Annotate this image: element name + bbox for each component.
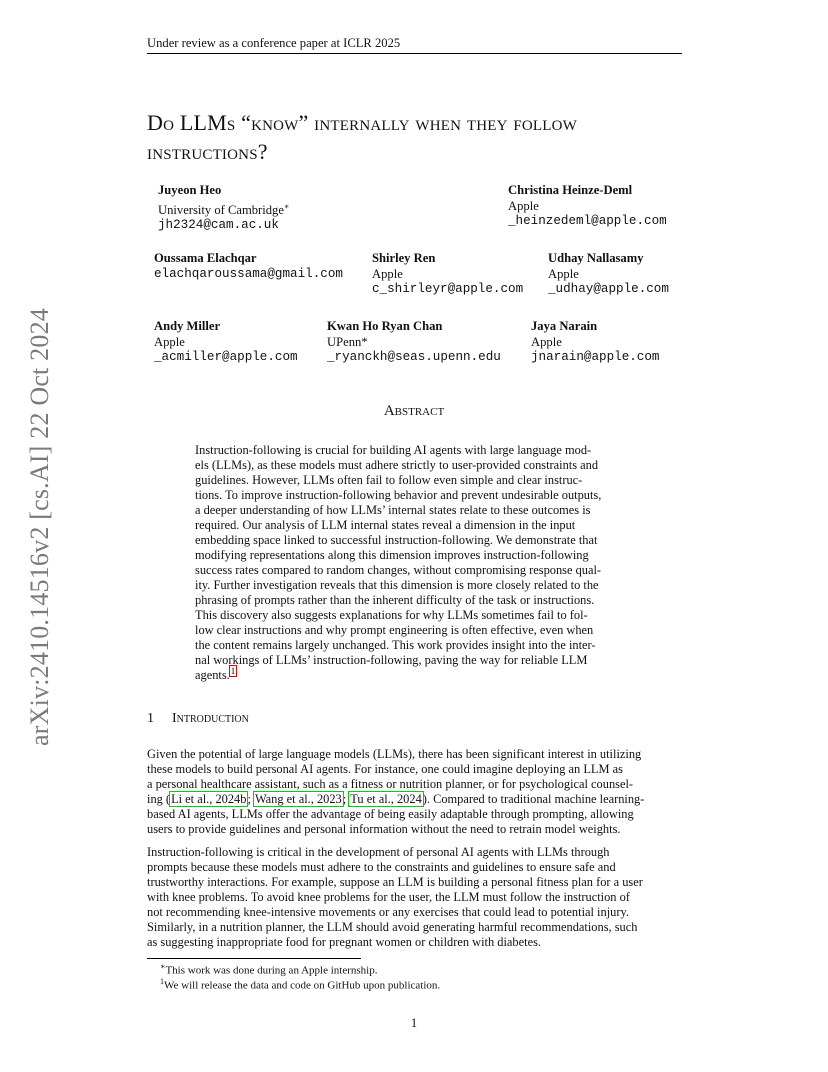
abstract-line: embedding space linked to successful instruction-following. We demonstrate that [195,533,598,547]
abstract-line: phrasing of prompts rather than the inherent difficulty of the task or instructions. [195,593,595,607]
author-block [372,251,523,298]
section-title: Introduction [172,711,249,726]
header-rule [147,53,682,54]
author-email[interactable]: c_shirleyr@apple.com [372,282,524,296]
abstract-line: els (LLMs), as these models must adhere strictly to user-provided constraints and [195,458,599,472]
abstract-line: a deeper understanding of how LLMs’ internal states relate to these outcomes is [195,503,591,517]
author-affiliation: Apple [154,334,185,349]
abstract-line: low clear instructions and why prompt engineering is often effective, even when [195,623,594,637]
author-affiliation: Apple [508,198,539,213]
author-name: Shirley Ren [372,251,436,265]
author-email[interactable]: elachqaroussama@gmail.com [154,266,343,281]
author-name: Juyeon Heo [158,183,222,197]
author-affiliation: Apple [548,266,579,281]
abstract-line: required. Our analysis of LLM internal states reveal a dimension in the input [195,518,576,532]
title-line-1: Do LLMs “know” internally when they follow [147,110,578,135]
abstract-line: success rates compared to random changes, without compromising response qual- [195,563,602,577]
abstract-line: modifying representations along this dimension improves instruction-following [195,548,589,562]
section-heading [147,711,249,727]
abstract-line: ity. Further investigation reveals that this dimension is more closely related to the [195,578,599,592]
abstract-body [195,443,633,683]
intro-paragraph-1 [147,747,682,837]
author-email[interactable]: _acmiller@apple.com [154,350,298,364]
text-line: Given the potential of large language models (LLMs), there has been significant interest in utilizing [147,747,642,761]
author-name: Christina Heinze-Deml [508,183,633,197]
author-email[interactable]: jh2324@cam.ac.uk [158,218,279,233]
author-email[interactable]: _udhay@apple.com [548,282,669,296]
footnote: $^1$We will release the data and code on GitHub upon publication. [160,977,441,992]
page-number: 1 [410,1016,418,1030]
author-affiliation: University of Cambridge∗ [158,201,290,217]
author-affiliation: Apple [531,334,562,349]
abstract-line: nal workings of LLMs’ instruction-following, paving the way for reliable LLM [195,653,588,667]
author-name: Udhay Nallasamy [548,251,644,265]
author-name: Andy Miller [154,319,221,333]
text-line: Similarly, in a nutrition planner, the LLM should avoid generating harmful recommendations, such [147,920,638,934]
author-block [531,319,659,366]
text-line: trustworthy interactions. For example, suppose an LLM is building a personal fitness plan for a user [147,875,643,889]
author-block [154,319,298,366]
citation-link[interactable]: Tu et al., 2024 [350,792,422,806]
intro-paragraph-2 [147,845,682,950]
text-line: with knee problems. To avoid knee problems for the user, the LLM must follow the instruction of [147,890,630,904]
text-line: prompts because these models must adhere to the constraints and guidelines to ensure safe and [147,860,616,874]
author-block [508,183,667,230]
abstract-line: the content remains largely unchanged. This work provides insight into the inter- [195,638,596,652]
author-affiliation: Apple [372,266,403,281]
text-line: a personal healthcare assistant, such as a fitness or nutrition planner, or for psychological counsel- [147,777,634,791]
author-name: Jaya Narain [531,319,598,333]
section-number: 1 [147,711,154,726]
author-block [158,183,289,234]
abstract-heading: Abstract [383,403,445,419]
text-line: users to provide guidelines and personal information without the need to retrain model weights. [147,822,621,836]
text-line: Instruction-following is critical in the development of personal AI agents with LLMs through [147,845,610,859]
author-name: Kwan Ho Ryan Chan [327,319,443,333]
author-email[interactable]: jnarain@apple.com [531,350,660,364]
author-block [327,319,501,366]
author-block [154,251,343,282]
arxiv-sidebar-stamp: arXiv:2410.14516v2 [cs.AI] 22 Oct 2024 [25,308,54,746]
citation-link[interactable]: Li et al., 2024b [171,792,247,806]
citation-link[interactable]: Wang et al., 2023 [254,792,342,806]
paper-title [147,108,697,166]
abstract-line: Instruction-following is crucial for building AI agents with large language mod- [195,443,592,457]
footnote-rule [147,958,361,959]
footnote-link[interactable]: 1 [230,665,236,676]
running-header: Under review as a conference paper at ICLR 2025 [147,36,401,50]
abstract-line: This discovery also suggests explanations for why LLMs sometimes fail to fol- [195,608,588,622]
abstract-line: agents.$^1$ [195,665,236,682]
text-line: based AI agents, LLMs offer the advantage of being easily adaptable through prompting, allowing [147,807,634,821]
text-line: as suggesting inappropriate food for pregnant women or children with diabetes. [147,935,541,949]
abstract-line: tions. To improve instruction-following behavior and prevent undesirable outputs, [195,488,602,502]
text-line: these models to build personal AI agents. For instance, one could imagine deploying an LLM as [147,762,623,776]
author-name: Oussama Elachqar [154,251,257,265]
author-block [548,251,669,298]
author-affiliation: UPenn* [327,334,368,349]
author-email[interactable]: _heinzedeml@apple.com [508,214,667,228]
title-line-2: instructions? [147,139,268,164]
author-email[interactable]: _ryanckh@seas.upenn.edu [327,350,501,364]
text-line: ing (Li et al., 2024b; Wang et al., 2023; Tu et al., 2024). Compared to traditional machine learning- [147,792,645,806]
text-line: not recommending knee-intensive movements or any exercises that could lead to potential injury. [147,905,629,919]
footnote: ∗This work was done during an Apple internship. [160,962,378,977]
abstract-line: guidelines. However, LLMs often fail to follow even simple and clear instruc- [195,473,583,487]
